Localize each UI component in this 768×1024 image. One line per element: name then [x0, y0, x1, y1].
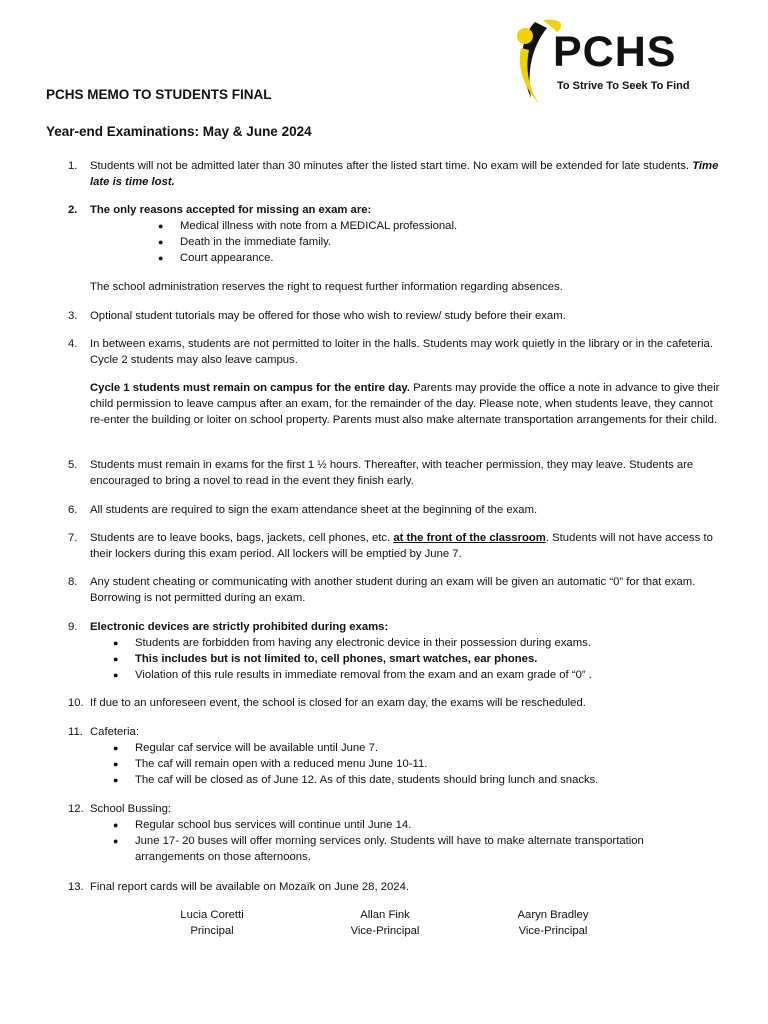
list-item-2 — [68, 202, 728, 295]
item-number: 9. — [68, 621, 78, 633]
bullet-list — [135, 635, 728, 683]
item-text: Optional student tutorials may be offered for those who wish to review/ study before their exam. — [90, 310, 566, 322]
list-item-11 — [68, 724, 728, 788]
item-text: The only reasons accepted for missing an exam are: — [90, 204, 372, 216]
item-text: Students are to leave books, bags, jackets, cell phones, etc. — [90, 532, 394, 544]
item-number: 7. — [68, 532, 78, 544]
school-logo — [513, 14, 698, 109]
item-emphasis: Time late is time lost. — [90, 160, 719, 188]
bullet-item: ● Death in the immediate family. — [180, 234, 728, 250]
bullet-item: ● The caf will be closed as of June 12. As of this date, students should bring lunch and snacks. — [135, 772, 728, 788]
list-item-8 — [68, 574, 728, 606]
bullet-item: ● This includes but is not limited to, cell phones, smart watches, ear phones. — [135, 651, 728, 667]
bullet-item: ● Students are forbidden from having any electronic device in their possession during exams. — [135, 635, 728, 651]
item-text: Electronic devices are strictly prohibited during exams: — [90, 621, 389, 633]
item-underlined: at the front of the classroom — [393, 532, 546, 544]
list-item-4 — [68, 336, 728, 428]
item-number: 11. — [68, 726, 83, 738]
signature-name: Aaryn Bradley — [517, 909, 589, 921]
signature-name: Allan Fink — [360, 909, 410, 921]
signature-principal — [152, 907, 272, 939]
item-number: 3. — [68, 310, 78, 322]
bullet-item: ● Violation of this rule results in immediate removal from the exam and an exam grade of “0” . — [135, 667, 728, 683]
item-number: 4. — [68, 338, 78, 350]
item-number: 10. — [68, 697, 84, 709]
signature-vice-principal-1 — [325, 907, 445, 939]
item-number: 1. — [68, 160, 78, 172]
item-text-rest: . Students will not have access to their lockers during this exam period. All lockers will be emptied by June 7. — [90, 532, 713, 560]
item-text: In between exams, students are not permitted to loiter in the halls. Students may work quietly in the library or in the cafeteria. Cycle 2 students may also leave campus. — [90, 338, 713, 366]
signature-name: Lucia Coretti — [180, 909, 244, 921]
bullet-item: ● June 17- 20 buses will offer morning services only. Students will have to make alternate transportation arrangements on those afternoons. — [135, 833, 695, 865]
item-text: All students are required to sign the exam attendance sheet at the beginning of the exam. — [90, 504, 538, 516]
item-text: Cafeteria: — [90, 726, 139, 738]
list-item-9 — [68, 619, 728, 683]
bullet-list — [135, 740, 728, 788]
item-rest: Parents may provide the office a note in advance to give their child permission to leave campus after an exam, for the remainder of the day. Please note, when students leave, they cannot re-enter the building or loiter on school property. Parents must also make alternate transportation arrangements for their child. — [90, 382, 720, 426]
item-text: Students will not be admitted later than 30 minutes after the listed start time. No exam will be extended for late students. — [90, 160, 693, 172]
bullet-item: ● Regular school bus services will continue until June 14. — [135, 817, 695, 833]
item-number: 5. — [68, 459, 78, 471]
list-item-13 — [68, 879, 728, 895]
page-subtitle: Year-end Examinations: May & June 2024 — [46, 124, 312, 139]
bullet-list — [135, 817, 695, 865]
bullet-list — [180, 218, 728, 266]
item-number: 2. — [68, 204, 78, 216]
bullet-item: ● Medical illness with note from a MEDICAL professional. — [180, 218, 728, 234]
logo-wordmark: PCHS — [553, 28, 677, 76]
signature-role: Principal — [190, 925, 234, 937]
signature-role: Vice-Principal — [350, 925, 420, 937]
item-number: 8. — [68, 576, 78, 588]
item-text: Final report cards will be available on Mozaïk on June 28, 2024. — [90, 881, 410, 893]
signature-vice-principal-2 — [493, 907, 613, 939]
list-item-10 — [68, 695, 728, 711]
list-item-7 — [68, 530, 728, 562]
list-item-5 — [68, 457, 728, 489]
item-number: 6. — [68, 504, 78, 516]
item-number: 12. — [68, 803, 84, 815]
item-note: The school administration reserves the right to request further information regarding absences. — [90, 281, 563, 293]
list-item-1 — [68, 158, 728, 190]
item-text: Any student cheating or communicating with another student during an exam will be given an automatic “0” for that exam. Borrowing is not permitted during an exam. — [90, 576, 696, 604]
item-number: 13. — [68, 881, 84, 893]
item-text: If due to an unforeseen event, the school is closed for an exam day, the exams will be rescheduled. — [90, 697, 586, 709]
list-item-3 — [68, 308, 728, 324]
logo-tagline: To Strive To Seek To Find — [557, 80, 690, 92]
page-title: PCHS MEMO TO STUDENTS FINAL — [46, 87, 272, 102]
bullet-item: ● The caf will remain open with a reduced menu June 10-11. — [135, 756, 728, 772]
item-text: Students must remain in exams for the first 1 ½ hours. Thereafter, with teacher permission, they may leave. Students are encouraged to bring a novel to read in the event they finish early. — [90, 459, 694, 487]
signature-role: Vice-Principal — [518, 925, 588, 937]
bullet-item: ● Court appearance. — [180, 250, 728, 266]
list-item-6 — [68, 502, 728, 518]
bullet-item: ● Regular caf service will be available until June 7. — [135, 740, 728, 756]
list-item-12 — [68, 801, 728, 865]
item-text: School Bussing: — [90, 803, 172, 815]
item-bold: Cycle 1 students must remain on campus for the entire day. — [90, 382, 410, 394]
